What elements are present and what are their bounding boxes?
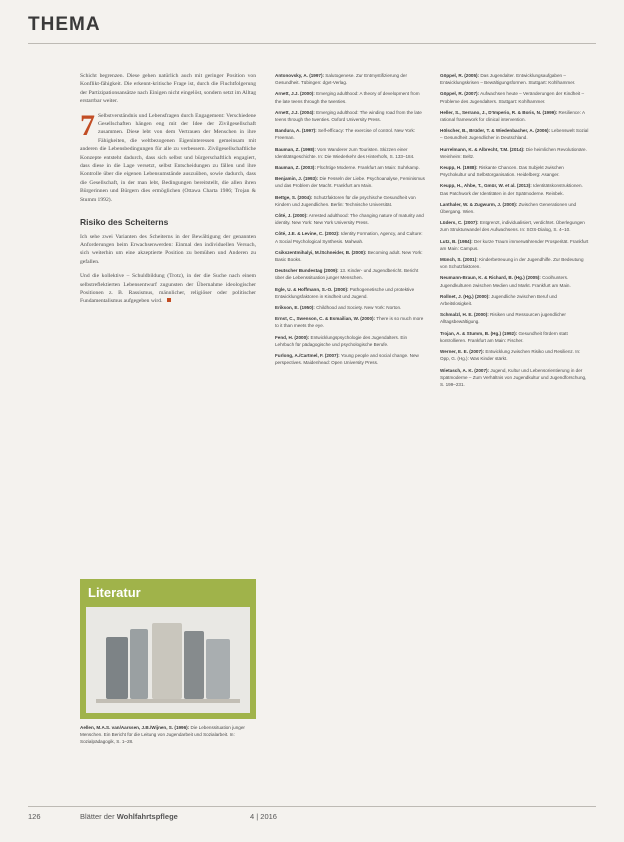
reference-entry (275, 146, 425, 160)
reference-author: Bauman, Z. (2003): (275, 165, 316, 171)
literature-caption (80, 724, 256, 746)
reference-text: Flüchtige Moderne. Frankfurt am Main: Suhrkamp. (317, 165, 420, 171)
reference-author: Erikson, E. (1950): (275, 305, 315, 311)
reference-author: Schmalzl, H. E. (2000): (440, 312, 489, 318)
reference-text: Die heimlichen Revolutionäre. Weinheim: Beltz. (440, 146, 587, 159)
body-paragraph: Ich sehe zwei Varianten des Scheiterns in der Bewältigung der genannten Anforderungen beim Erwachsenwerden: Einmal den individuellen Versuch, sich weiterhin um eine akzeptierte Position zu bemühen und Anderen zu gefallen. (80, 233, 256, 265)
reference-entry (275, 212, 425, 226)
reference-entry (440, 238, 590, 252)
reference-entry (275, 127, 425, 141)
reference-entry (275, 72, 425, 86)
reference-text: Vom Wanderer zum Touristen. Skizzen einer Identitätsgeschichte. In: Die Wiederkehr des Hinterhofs, S. 133–184. (275, 146, 415, 159)
body-column (80, 72, 256, 312)
reference-entry (440, 293, 590, 307)
reference-text: Das Jugendalter. Entwicklungsaufgaben – Entwicklungskrisen – Bewältigungsformen. Stuttgart: Kohlhammer. (440, 73, 576, 86)
reference-author: Bandura, A. (1997): (275, 128, 317, 134)
body-paragraph-text: Selbstverständnis und Lebensfragen durch Engagement: Verschiedene Gesellschaften hängen eng mit der Idee der Zivilgesellschaft zusammen. Diese lebt von dem Vertrauen der Menschen in ihre Fähigkeiten, die weltbezogenen Eigeninteressen gemeinsam mit anderen die Lebensbedingungen für alle zu verbessern. Zivilgesellschaftliche Konzepte entsteht dadurch, dass sich selbst und bürgerschaftlich engagiert, dass diese in die Lage versetzt, selbst Entscheidungen zu fällen und ihre Kontrolle über die eigenen Lebensumstände auszuüben, sowie dadurch, dass die Gesellschaft, in der man lebt, Bedingungen bereitstellt, die allen ihren Bürgerinnen und Bürgern dies ermöglichen (Ottawa Charta 1986; Trojan & Stumm 1992). (80, 112, 256, 203)
reference-entry (440, 182, 590, 196)
reference-text: Pathogenetische und protektive Entwicklungsfaktoren in Kindheit und Jugend. (275, 286, 415, 299)
reference-text: Der kurze Traum immerwährender Prosperität. Frankfurt am Main: Campus. (440, 238, 589, 251)
reference-entry (440, 274, 590, 288)
reference-text: Self-efficacy: The exercise of control. New York: Freeman. (275, 128, 416, 141)
reference-entry (275, 334, 425, 348)
reference-text: Kinderbetreuung in der Jugendhilfe. Zur Bedeutung von Schutzfaktoren. (440, 257, 584, 270)
reference-author: Arnett, J.J. (2004): (275, 109, 315, 115)
end-mark-icon (167, 298, 171, 302)
reference-entry (440, 90, 590, 104)
literature-heading: Literatur (88, 585, 141, 600)
reference-text: Resilience: A rational framework for clinical intervention. (440, 109, 585, 123)
reference-entry (275, 286, 425, 300)
reference-author: Fend, H. (2000): (275, 334, 310, 340)
reference-author: Furlong, A./Cartmel, F. (2007): (275, 353, 340, 359)
reference-entry (275, 230, 425, 244)
reference-text: Identity Formation, Agency, and Culture: A Social Psychological Synthesis. Mahwah. (275, 231, 423, 244)
reference-text: Childhood and Society. New York: Norton. (316, 305, 402, 311)
reference-entry (275, 267, 425, 281)
reference-entry (440, 146, 590, 160)
body-paragraph-text: Und die kollektive – Schuldbildung (Trotz), in der die Suche nach einem selbstreflektierten Lebensentwurf zugunsten der Übernahme ideologischer Positionen z. B. Rassismus, männlicher, religiöser oder politischer Fundamentalismus aufgegeben wird. (80, 273, 256, 305)
reference-entry (440, 127, 590, 141)
reference-entry (275, 164, 425, 171)
reference-entry (275, 175, 425, 189)
reference-entry (275, 90, 425, 104)
page-title: THEMA (28, 14, 101, 35)
publication-prefix: Blätter der (80, 812, 115, 821)
reference-entry (440, 219, 590, 233)
reference-author: Neumann-Braun, K. & Richard, B. (Hg.) (2005): (440, 275, 541, 281)
reference-text: Emerging adulthood: A theory of development from the late teens through the twenties. (275, 91, 420, 104)
reference-author: Heller, S., Serrano, J., D'Imperio, R. & Boris, N. (1999): (440, 109, 558, 115)
caption-text: Die Lebenssituation junger Menschen. Ein Bericht für die Leitung von Jugendarbeit und Sozialarbeit. In: Sozialpädagogik, S. 1–28. (80, 725, 245, 745)
reference-text: Die Fesseln der Liebe. Psychoanalyse, Feminismus und das Problem der Macht. Frankfurt am Main. (275, 176, 425, 189)
references-column-right (440, 72, 590, 392)
reference-author: Wietasch, A. K. (2007): (440, 367, 490, 373)
reference-author: Bettge, S. (2004): (275, 194, 313, 200)
reference-text: Schutzfaktoren für die psychische Gesundheit von Kindern und Jugendlichen. Berlin: Technische Universität. (275, 194, 416, 207)
reference-entry (275, 352, 425, 366)
reference-author: Egle, U. & Hoffmann, S.-O. (2000): (275, 286, 349, 292)
reference-author: Werner, E. E. (2007): (440, 349, 485, 355)
reference-author: Arnett, J.J. (2000): (275, 91, 315, 97)
reference-text: Jugendliche zwischen Beruf und Arbeitslosigkeit. (440, 293, 557, 307)
body-paragraph (80, 272, 256, 306)
reference-author: Münch, S. (2001): (440, 257, 478, 263)
reference-author: Lanthaler, W. & Zugwurm, J. (2000): (440, 201, 518, 207)
reference-entry (440, 311, 590, 325)
reference-author: Ernst, C., Swenson, C. & Esmailian, W. (2000): (275, 316, 376, 322)
body-paragraph (80, 108, 256, 204)
books-photo (86, 607, 250, 713)
reference-entry (275, 315, 425, 329)
reference-text: Risiken und Ressourcen jugendlicher Alltagsbewältigung. (440, 312, 566, 325)
reference-author: Göppel, R. (2007): (440, 91, 480, 97)
reference-author: Trojan, A. & Stumm, B. (Hg.) (1992): (440, 330, 518, 336)
reference-entry (440, 367, 590, 389)
publication-title: Wohlfahrtspflege (116, 812, 178, 821)
drop-cap-number: 7 (80, 108, 95, 142)
reference-author: Keupp, H. (1988): (440, 165, 478, 171)
reference-text: Riskante Chancen. Das Subjekt zwischen Psychokultur und Selbstorganisation. Heidelberg: Asanger. (440, 165, 564, 178)
issue-number: 4 | 2016 (250, 812, 277, 821)
reference-author: Côté, J. (2000): (275, 213, 308, 219)
literature-box (80, 579, 256, 719)
reference-text: Gesundheit fördern statt kontrollieren. Frankfurt am Main: Fischer. (440, 330, 568, 343)
reference-entry (440, 256, 590, 270)
reference-entry (440, 201, 590, 215)
page-number: 126 (28, 812, 41, 821)
reference-text: Zwischen Generationen und Übergang. Wien. (440, 201, 577, 215)
reference-entry (440, 164, 590, 178)
reference-author: Hurrelmann, K. & Albrecht, T.M. (2014): (440, 146, 525, 152)
reference-text: Aufwachsen heute – Veränderungen der Kindheit – Probleme des Jugendalters. Stuttgart: Kohlhammer. (440, 91, 585, 104)
reference-text: Entgrenzt, individualisiert, verdichtet. Überlegungen zum Strukturwandel des Aufwachsens. In: SOS-Dialog, S. 4–10. (440, 220, 585, 233)
reference-author: Antonovsky, A. (1997): (275, 73, 325, 78)
reference-text: Salutogenese. Zur Entmystifizierung der Gesundheit. Tübingen: dgvt-Verlag. (275, 73, 408, 86)
reference-text: Young people and social change. New perspectives. Maidenhead: Open University Press. (275, 353, 419, 366)
title-divider (28, 43, 596, 44)
references-column-middle (275, 72, 425, 371)
body-paragraph: Schicht begrenzen. Diese gehen natürlich auch mit geringer Position von Konflikt-fähigkeit. Die erkennt-kritische Frage ist, durch die Fluchtfolgerung der Partizipationsansätze nach Einigen nicht eingelöst, sondern setzt im Alltag erstarrbar weiter. (80, 73, 256, 105)
reference-entry (275, 109, 425, 123)
reference-author: Lutz, B. (1984): (440, 238, 473, 244)
reference-entry (440, 348, 590, 362)
reference-author: Rollnet, J. (Hg.) (2000): (440, 293, 490, 299)
reference-author: Lüders, C. (2007): (440, 220, 479, 226)
reference-entry (275, 194, 425, 208)
reference-entry (440, 109, 590, 123)
publication-name (80, 812, 178, 821)
reference-author: Göppel, R. (2005): (440, 73, 480, 78)
reference-text: Identitätskonstruktionen. Das Patchwork der Identitäten in der Spätmoderne. Reinbek. (440, 183, 583, 196)
reference-text: 13. Kinder- und Jugendbericht. Bericht über die Lebenssituation junger Menschen. (275, 268, 419, 281)
reference-text: Arrested adulthood: The changing nature of maturity and identity. New York: New York University Press. (275, 213, 424, 226)
reference-entry (275, 304, 425, 311)
reference-author: Bauman, Z. (1998): (275, 146, 316, 152)
reference-author: Hölscher, B., Brüder, T. & Wiedenbacher, A. (2006): (440, 128, 551, 134)
reference-text: Jugend, Kultur und Lebensorientierung in der Spätmoderne – Zum Verhältnis von Jugendkultur und Jugendforschung, S. 199–231. (440, 367, 587, 387)
reference-text: Becoming adult. New York: Basic Books. (275, 249, 423, 263)
caption-author: Aellen, M.A.S. van/Aarssen, J.B./Wijnen, S. (1996): (80, 725, 190, 730)
reference-entry (440, 72, 590, 86)
reference-text: Lebenswelt Sozial – Gesundheit Jugendlicher in Deutschland. (440, 128, 589, 141)
reference-author: Keupp, H., Ahbe, T., Gmür, W. et al. (2013): (440, 183, 532, 189)
reference-text: Coolhunters. Jugendkulturen zwischen Medien und Markt. Frankfurt am Main. (440, 275, 571, 288)
reference-entry (440, 330, 590, 344)
reference-text: There is so much more to it than meets the eye. (275, 316, 424, 329)
reference-text: Entwicklung zwischen Risiko und Resilienz. In: Opp, G. (Hg.): Was Kinder stärkt. (440, 349, 581, 362)
section-heading: Risiko des Scheiterns (80, 217, 169, 228)
reference-author: Benjamin, J. (1993): (275, 176, 319, 182)
reference-text: Entwicklungspsychologie des Jugendalters. Ein Lehrbuch für pädagogische und psychologische Berufe. (275, 334, 408, 347)
reference-author: Deutscher Bundestag (2009): (275, 268, 339, 274)
reference-text: Emerging adulthood: The winding road from the late teens through the twenties. Oxford University Press. (275, 109, 422, 123)
reference-author: Csikszentmihalyi, M./Schneider, B. (2000): (275, 249, 367, 255)
reference-author: Côté, J.E. & Levine, C. (2002): (275, 231, 340, 237)
footer-divider (28, 806, 596, 807)
reference-entry (275, 249, 425, 263)
